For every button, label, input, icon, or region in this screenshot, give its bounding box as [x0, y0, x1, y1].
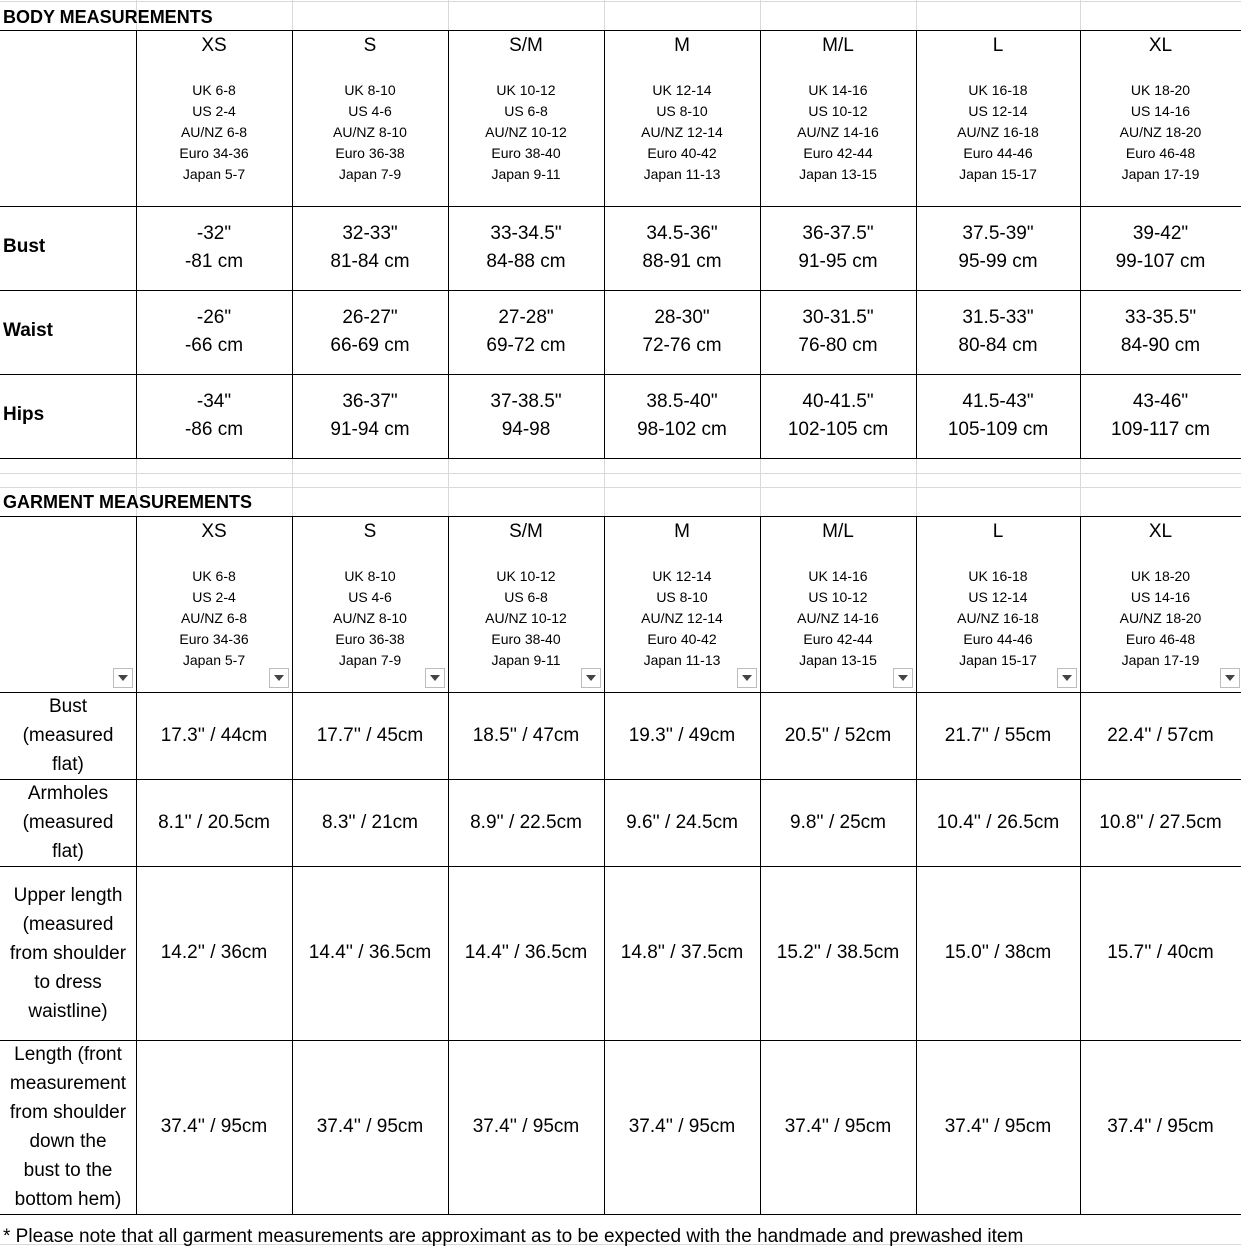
- gridline: [916, 458, 917, 516]
- gridline: [0, 516, 1241, 517]
- measurement-value: 9.6'' / 24.5cm: [626, 811, 738, 833]
- chevron-down-icon: [1062, 675, 1072, 681]
- size-conversion: US 4-6: [348, 103, 392, 119]
- size-conversion: AU/NZ 16-18: [957, 124, 1039, 140]
- measurement-value: 19.3'' / 49cm: [628, 724, 736, 746]
- gridline: [448, 458, 449, 516]
- size-conversion: US 6-8: [504, 589, 548, 605]
- value-cm: 102-105 cm: [787, 419, 889, 440]
- filter-dropdown-button[interactable]: [737, 668, 757, 688]
- size-conversion: US 4-6: [348, 589, 392, 605]
- size-conversion: UK 12-14: [652, 82, 712, 98]
- value-cm: 88-91 cm: [642, 251, 722, 272]
- size-conversion: UK 14-16: [808, 568, 868, 584]
- value-inches: -34": [196, 391, 232, 412]
- measurement-cell: [1080, 206, 1241, 290]
- measurement-cell: [760, 1040, 916, 1214]
- gridline: [292, 0, 293, 30]
- size-conversion: Euro 44-46: [963, 631, 1033, 647]
- value-inches: 34.5-36": [646, 223, 718, 244]
- size-conversion: Euro 38-40: [491, 631, 561, 647]
- chevron-down-icon: [586, 675, 596, 681]
- measurement-value: 8.9'' / 22.5cm: [470, 811, 582, 833]
- value-inches: 32-33": [342, 223, 398, 244]
- size-conversion: Japan 15-17: [959, 166, 1037, 182]
- value-cm: 95-99 cm: [958, 251, 1038, 272]
- filter-dropdown-button[interactable]: [269, 668, 289, 688]
- value-cm: 84-88 cm: [486, 251, 566, 272]
- row-label-line: (measured: [22, 913, 114, 935]
- measurement-cell: [448, 692, 604, 779]
- measurement-cell: [1080, 1040, 1241, 1214]
- measurement-cell: [916, 374, 1080, 458]
- measurement-value: 37.4'' / 95cm: [472, 1116, 580, 1137]
- size-conversion: Japan 5-7: [182, 166, 246, 182]
- size-conversion: Japan 11-13: [643, 652, 721, 668]
- size-conversion: Japan 7-9: [338, 652, 402, 668]
- measurement-cell: [292, 374, 448, 458]
- size-conversion: Japan 11-13: [643, 166, 721, 182]
- size-conversion: UK 18-20: [1130, 82, 1191, 98]
- size-header: S/M: [509, 521, 543, 542]
- chevron-down-icon: [898, 675, 908, 681]
- size-conversion: UK 10-12: [496, 82, 556, 98]
- size-conversion: Euro 36-38: [335, 145, 405, 161]
- filter-dropdown-button[interactable]: [113, 668, 133, 688]
- gridline: [0, 30, 1241, 31]
- measurement-value: 14.2'' / 36cm: [160, 942, 268, 963]
- chevron-down-icon: [742, 675, 752, 681]
- value-cm: -81 cm: [184, 251, 244, 272]
- garment-section-title: GARMENT MEASUREMENTS: [3, 492, 253, 512]
- row-label-line: flat): [52, 754, 84, 775]
- chevron-down-icon: [274, 675, 284, 681]
- measurement-cell: [916, 692, 1080, 779]
- row-label-line: Armholes: [27, 783, 109, 804]
- size-conversion: UK 6-8: [192, 568, 236, 584]
- row-label-line: Bust: [48, 696, 88, 717]
- size-conversion: Euro 46-48: [1125, 145, 1196, 161]
- measurement-cell: [292, 692, 448, 779]
- value-inches: 28-30": [654, 307, 710, 328]
- size-conversion: Japan 13-15: [799, 652, 877, 668]
- measurement-cell: [448, 374, 604, 458]
- size-conversion: Japan 7-9: [338, 166, 402, 182]
- value-cm: -66 cm: [184, 335, 244, 356]
- size-conversion: US 10-12: [808, 589, 868, 605]
- value-cm: 81-84 cm: [330, 251, 410, 272]
- value-inches: 36-37": [342, 391, 398, 412]
- gridline: [0, 458, 1241, 459]
- size-conversion: Japan 17-19: [1121, 652, 1200, 668]
- measurement-value: 8.1'' / 20.5cm: [158, 811, 270, 833]
- measurement-value: 14.4'' / 36.5cm: [464, 942, 588, 963]
- size-conversion: AU/NZ 18-20: [1119, 124, 1202, 140]
- gridline: [0, 473, 1241, 474]
- measurement-cell: [760, 779, 916, 866]
- measurement-value: 18.5'' / 47cm: [472, 724, 580, 746]
- gridline: [0, 487, 1241, 488]
- size-header: S: [363, 35, 377, 56]
- value-cm: 91-95 cm: [798, 251, 878, 272]
- row-label-line: Upper length: [13, 884, 123, 906]
- measurement-cell: [136, 1040, 292, 1214]
- measurement-value: 14.8'' / 37.5cm: [620, 942, 744, 963]
- size-header: S: [363, 521, 377, 542]
- size-conversion: UK 14-16: [808, 82, 868, 98]
- row-label: [0, 779, 136, 866]
- gridline: [292, 458, 293, 516]
- size-header: XS: [201, 35, 227, 56]
- measurement-cell: [604, 866, 760, 1040]
- row-label: [0, 692, 136, 779]
- measurement-cell: [292, 866, 448, 1040]
- value-cm: 69-72 cm: [486, 335, 566, 356]
- value-inches: 41.5-43": [962, 391, 1034, 412]
- filter-dropdown-button[interactable]: [1057, 668, 1077, 688]
- value-cm: -86 cm: [184, 419, 244, 440]
- row-label: Bust: [3, 236, 46, 257]
- size-conversion: AU/NZ 8-10: [333, 124, 407, 140]
- gridline: [0, 1, 1241, 2]
- measurement-cell: [1080, 866, 1241, 1040]
- size-header: M: [674, 35, 690, 56]
- size-conversion: US 12-14: [968, 103, 1028, 119]
- measurement-cell: [136, 692, 292, 779]
- gridline: [0, 1214, 1241, 1215]
- value-inches: 37.5-39": [962, 223, 1034, 244]
- gridline: [1080, 458, 1081, 516]
- measurement-value: 10.8'' / 27.5cm: [1099, 811, 1222, 833]
- value-cm: 76-80 cm: [798, 335, 878, 356]
- size-conversion: Japan 5-7: [182, 652, 246, 668]
- value-cm: 91-94 cm: [330, 419, 410, 440]
- measurement-cell: [760, 374, 916, 458]
- size-conversion: AU/NZ 16-18: [957, 610, 1039, 626]
- measurement-value: 8.3'' / 21cm: [322, 811, 418, 833]
- size-conversion: UK 12-14: [652, 568, 712, 584]
- row-label-line: flat): [52, 841, 84, 862]
- size-conversion: AU/NZ 10-12: [485, 610, 567, 626]
- measurement-cell: [136, 374, 292, 458]
- measurement-cell: [916, 1040, 1080, 1214]
- gridline: [916, 0, 917, 30]
- measurement-cell: [604, 374, 760, 458]
- size-conversion: Euro 34-36: [179, 631, 249, 647]
- measurement-value: 17.7'' / 45cm: [316, 724, 424, 746]
- size-conversion: AU/NZ 14-16: [797, 124, 879, 140]
- value-inches: 27-28": [498, 307, 554, 328]
- row-label-line: bust to the: [23, 1160, 113, 1181]
- size-header: M: [674, 521, 690, 542]
- value-inches: 43-46": [1132, 391, 1189, 412]
- value-cm: 98-102 cm: [637, 419, 727, 440]
- size-conversion: Euro 44-46: [963, 145, 1033, 161]
- measurement-cell: [760, 290, 916, 374]
- measurement-value: 15.7'' / 40cm: [1107, 942, 1214, 963]
- value-inches: 31.5-33": [962, 307, 1034, 328]
- size-conversion: Japan 9-11: [491, 166, 561, 182]
- size-conversion: US 2-4: [192, 103, 236, 119]
- footnote: * Please note that all garment measurements are approximant as to be expected with the handmade and prewashed item: [3, 1226, 1024, 1247]
- gridline: [604, 458, 605, 516]
- size-conversion: Euro 38-40: [491, 145, 561, 161]
- measurement-cell: [136, 206, 292, 290]
- row-label: Waist: [3, 320, 53, 341]
- value-inches: 39-42": [1132, 223, 1189, 244]
- measurement-value: 21.7'' / 55cm: [944, 724, 1052, 746]
- size-conversion: US 8-10: [656, 589, 708, 605]
- measurement-value: 14.4'' / 36.5cm: [308, 942, 432, 963]
- size-conversion: Euro 40-42: [647, 145, 717, 161]
- value-cm: 105-109 cm: [947, 419, 1049, 440]
- size-conversion: AU/NZ 10-12: [485, 124, 567, 140]
- size-conversion: Euro 40-42: [647, 631, 717, 647]
- filter-dropdown-button[interactable]: [425, 668, 445, 688]
- value-inches: -26": [196, 307, 232, 328]
- measurement-cell: [760, 206, 916, 290]
- measurement-cell: [604, 779, 760, 866]
- size-conversion: UK 6-8: [192, 82, 236, 98]
- measurement-value: 9.8'' / 25cm: [790, 811, 886, 833]
- body-section-title: BODY MEASUREMENTS: [3, 7, 213, 27]
- row-label: [0, 1040, 136, 1214]
- value-cm: 66-69 cm: [330, 335, 410, 356]
- size-conversion: Japan 17-19: [1121, 166, 1200, 182]
- value-inches: 36-37.5": [802, 223, 874, 244]
- measurement-cell: [916, 779, 1080, 866]
- measurement-cell: [292, 206, 448, 290]
- size-conversion: Euro 34-36: [179, 145, 249, 161]
- size-header: XL: [1148, 521, 1173, 542]
- value-cm: 109-117 cm: [1111, 419, 1210, 440]
- size-conversion: AU/NZ 12-14: [641, 124, 723, 140]
- size-conversion: AU/NZ 8-10: [333, 610, 407, 626]
- value-cm: 72-76 cm: [642, 335, 722, 356]
- measurement-value: 15.0'' / 38cm: [944, 942, 1052, 963]
- size-conversion: UK 16-18: [968, 568, 1028, 584]
- gridline: [760, 458, 761, 516]
- size-header: S/M: [509, 35, 543, 56]
- row-label-line: (measured: [22, 725, 114, 746]
- size-conversion: Japan 13-15: [799, 166, 877, 182]
- size-conversion: US 14-16: [1130, 589, 1191, 605]
- value-cm: 94-98: [501, 419, 551, 440]
- size-conversion: UK 8-10: [344, 568, 396, 584]
- size-header: L: [992, 35, 1004, 56]
- chevron-down-icon: [1225, 675, 1235, 681]
- row-label-line: bottom hem): [14, 1189, 122, 1210]
- value-inches: 26-27": [342, 307, 398, 328]
- size-conversion: AU/NZ 18-20: [1119, 610, 1202, 626]
- measurement-cell: [448, 779, 604, 866]
- measurement-cell: [760, 866, 916, 1040]
- row-label-line: (measured: [22, 812, 114, 833]
- gridline: [760, 0, 761, 30]
- measurement-cell: [448, 1040, 604, 1214]
- measurement-value: 10.4'' / 26.5cm: [936, 811, 1060, 833]
- value-cm: 84-90 cm: [1120, 335, 1201, 356]
- measurement-cell: [292, 1040, 448, 1214]
- gridline: [604, 0, 605, 30]
- measurement-cell: [916, 866, 1080, 1040]
- size-conversion: AU/NZ 6-8: [180, 124, 248, 140]
- size-header: M/L: [822, 35, 854, 56]
- row-label-line: waistline): [28, 1000, 108, 1022]
- measurement-cell: [292, 290, 448, 374]
- size-conversion: Euro 42-44: [803, 631, 873, 647]
- measurement-value: 20.5'' / 52cm: [784, 724, 892, 746]
- value-inches: 40-41.5": [802, 391, 874, 412]
- size-conversion: US 8-10: [656, 103, 708, 119]
- size-header: L: [992, 521, 1004, 542]
- row-label-line: to dress: [34, 971, 102, 993]
- value-inches: 33-35.5": [1124, 307, 1197, 328]
- measurement-cell: [448, 866, 604, 1040]
- measurement-value: 37.4'' / 95cm: [628, 1116, 736, 1137]
- size-conversion: AU/NZ 14-16: [797, 610, 879, 626]
- measurement-cell: [604, 290, 760, 374]
- measurement-value: 37.4'' / 95cm: [944, 1116, 1052, 1137]
- value-inches: 30-31.5": [802, 307, 874, 328]
- measurement-cell: [916, 290, 1080, 374]
- measurement-value: 17.3'' / 44cm: [160, 724, 268, 746]
- measurement-cell: [136, 866, 292, 1040]
- measurement-cell: [1080, 692, 1241, 779]
- size-header: XS: [201, 521, 227, 542]
- size-conversion: Japan 9-11: [491, 652, 561, 668]
- row-label-line: from shoulder: [9, 1102, 127, 1123]
- measurement-cell: [604, 1040, 760, 1214]
- row-label-line: from shoulder: [9, 942, 127, 964]
- measurement-value: 15.2'' / 38.5cm: [776, 942, 900, 963]
- size-conversion: Euro 46-48: [1125, 631, 1196, 647]
- filter-dropdown-button[interactable]: [893, 668, 913, 688]
- measurement-cell: [292, 779, 448, 866]
- row-label-line: Length (front: [14, 1044, 122, 1065]
- measurement-cell: [1080, 290, 1241, 374]
- filter-dropdown-button[interactable]: [1220, 668, 1240, 688]
- size-conversion: US 6-8: [504, 103, 548, 119]
- measurement-value: 37.4'' / 95cm: [1107, 1116, 1214, 1137]
- measurement-cell: [1080, 779, 1241, 866]
- measurement-cell: [448, 206, 604, 290]
- measurement-cell: [448, 290, 604, 374]
- value-inches: 33-34.5": [490, 223, 562, 244]
- row-label: [0, 866, 136, 1040]
- filter-dropdown-button[interactable]: [581, 668, 601, 688]
- measurement-cell: [136, 290, 292, 374]
- size-conversion: Euro 42-44: [803, 145, 873, 161]
- measurement-cell: [1080, 374, 1241, 458]
- size-conversion: UK 8-10: [344, 82, 396, 98]
- size-conversion: AU/NZ 6-8: [180, 610, 248, 626]
- size-header: M/L: [822, 521, 854, 542]
- measurement-cell: [136, 779, 292, 866]
- measurement-cell: [604, 692, 760, 779]
- chevron-down-icon: [430, 675, 440, 681]
- gridline: [448, 0, 449, 30]
- size-header: XL: [1148, 35, 1173, 56]
- measurement-value: 37.4'' / 95cm: [316, 1116, 424, 1137]
- size-conversion: Japan 15-17: [959, 652, 1037, 668]
- size-conversion: US 10-12: [808, 103, 868, 119]
- size-conversion: US 2-4: [192, 589, 236, 605]
- size-conversion: US 14-16: [1130, 103, 1191, 119]
- measurement-cell: [760, 692, 916, 779]
- value-cm: 80-84 cm: [958, 335, 1038, 356]
- measurement-value: 37.4'' / 95cm: [160, 1116, 268, 1137]
- size-conversion: UK 10-12: [496, 568, 556, 584]
- chevron-down-icon: [118, 675, 128, 681]
- size-conversion: Euro 36-38: [335, 631, 405, 647]
- size-conversion: US 12-14: [968, 589, 1028, 605]
- size-conversion: UK 16-18: [968, 82, 1028, 98]
- value-inches: 37-38.5": [490, 391, 562, 412]
- size-conversion: AU/NZ 12-14: [641, 610, 723, 626]
- row-label: Hips: [3, 404, 45, 425]
- measurement-value: 22.4'' / 57cm: [1107, 724, 1214, 746]
- value-inches: 38.5-40": [646, 391, 718, 412]
- value-inches: -32": [196, 223, 232, 244]
- measurement-cell: [604, 206, 760, 290]
- row-label-line: measurement: [9, 1073, 127, 1094]
- value-cm: 99-107 cm: [1115, 251, 1206, 272]
- measurement-value: 37.4'' / 95cm: [784, 1116, 892, 1137]
- size-conversion: UK 18-20: [1130, 568, 1191, 584]
- measurement-cell: [916, 206, 1080, 290]
- gridline: [1080, 0, 1081, 30]
- row-label-line: down the: [29, 1131, 107, 1152]
